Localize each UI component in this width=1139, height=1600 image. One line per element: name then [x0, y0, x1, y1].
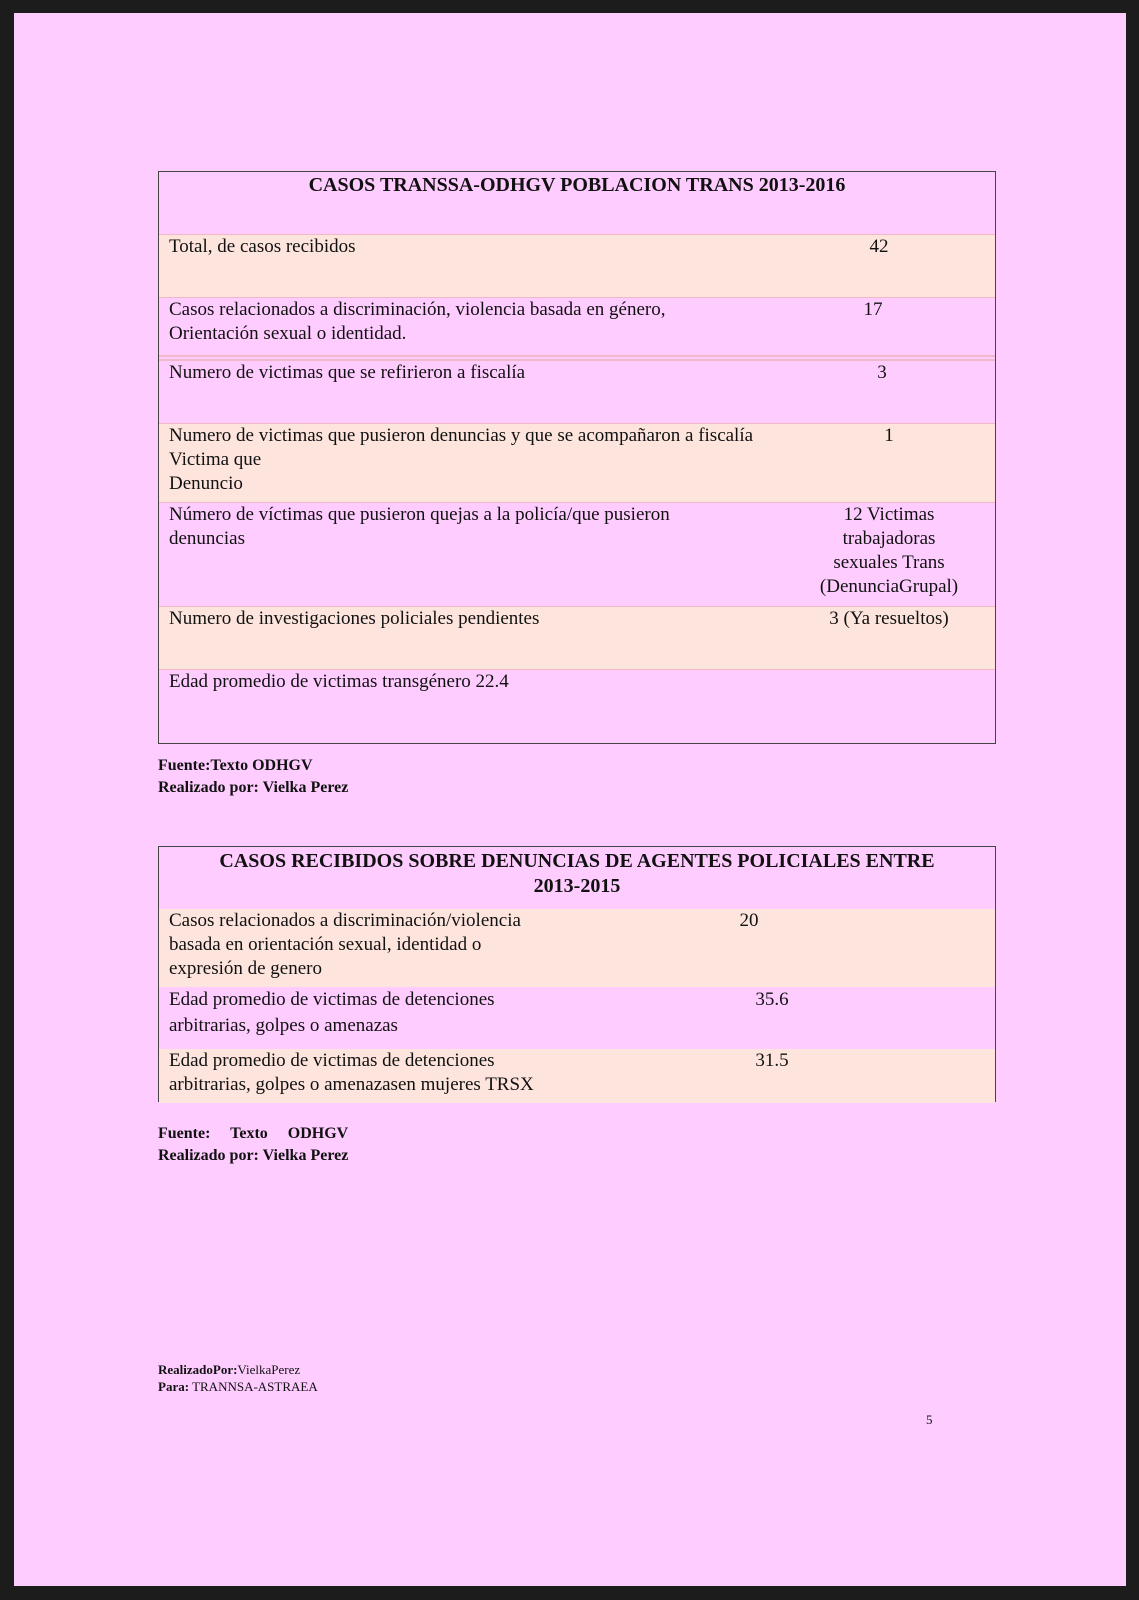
row-value: 12 Victimas trabajadoras sexuales Trans (DenunciaGrupal): [819, 504, 959, 597]
table2-author: Realizado por: Vielka Perez: [158, 1147, 349, 1164]
table2-source: Fuente: Texto ODHGV: [158, 1125, 349, 1142]
table1-author: Realizado por: Vielka Perez: [158, 779, 349, 796]
row-value: 20: [739, 910, 759, 931]
row-label: Edad promedio de victimas de detenciones arbitrarias, golpes o amenazas: [169, 989, 495, 1036]
row-label: Numero de victimas que se refirieron a fiscalía: [169, 362, 526, 383]
row-value: 35.6: [755, 989, 789, 1010]
row-value: 3 (Ya resueltos): [829, 608, 949, 629]
footer-for: [158, 1378, 318, 1395]
table-row: [159, 503, 995, 607]
footer-for-value: TRANNSA-ASTRAEA: [192, 1379, 318, 1394]
row-label: Total, de casos recibidos: [169, 236, 356, 257]
footer-made-by-value: VielkaPerez: [237, 1362, 301, 1377]
row-label: Edad promedio de victimas transgénero 22.4: [169, 671, 509, 692]
row-value: 3: [877, 362, 887, 383]
row-label: Edad promedio de victimas de detenciones arbitrarias, golpes o amenazasen mujeres TRSX: [169, 1050, 534, 1095]
table-row: [159, 1049, 995, 1103]
table-title: CASOS TRANSSA-ODHGV POBLACION TRANS 2013-2016: [159, 172, 995, 235]
table-row: [159, 361, 995, 424]
row-label: Numero de investigaciones policiales pendientes: [169, 608, 540, 629]
row-value: 31.5: [755, 1050, 789, 1071]
table-title-text: CASOS RECIBIDOS SOBRE DENUNCIAS DE AGENTES POLICIALES ENTRE 2013-2015: [219, 850, 935, 897]
row-label: Numero de victimas que pusieron denuncias y que se acompañaron a fiscalía Victima que Denuncio: [169, 425, 754, 494]
table-row: [159, 909, 995, 987]
table-denuncias-policiales: [158, 846, 996, 1102]
table-row: [159, 235, 995, 298]
table-row: [159, 424, 995, 503]
row-label: Casos relacionados a discriminación/violencia basada en orientación sexual, identidad o expresión de genero: [169, 910, 521, 979]
table-casos-transsa: [158, 171, 996, 744]
row-label: Número de víctimas que pusieron quejas a la policía/que pusieron denuncias: [169, 504, 670, 549]
row-value: 1: [884, 425, 894, 446]
page-number: 5: [926, 1412, 933, 1427]
footer-made-by-label: RealizadoPor:: [158, 1362, 238, 1377]
table-row: [159, 607, 995, 670]
table-row: [159, 298, 995, 361]
page-footer: [158, 1361, 318, 1395]
row-value: 42: [869, 236, 889, 257]
table-title: [159, 847, 995, 909]
row-value: 17: [863, 299, 883, 320]
row-label: Casos relacionados a discriminación, violencia basada en género, Orientación sexual o identidad.: [169, 299, 666, 344]
table1-source: Fuente:Texto ODHGV: [158, 757, 313, 774]
footer-for-label: Para:: [158, 1379, 190, 1394]
table-row: [159, 987, 995, 1049]
footer-made-by: [158, 1361, 318, 1378]
table-row: [159, 670, 995, 732]
